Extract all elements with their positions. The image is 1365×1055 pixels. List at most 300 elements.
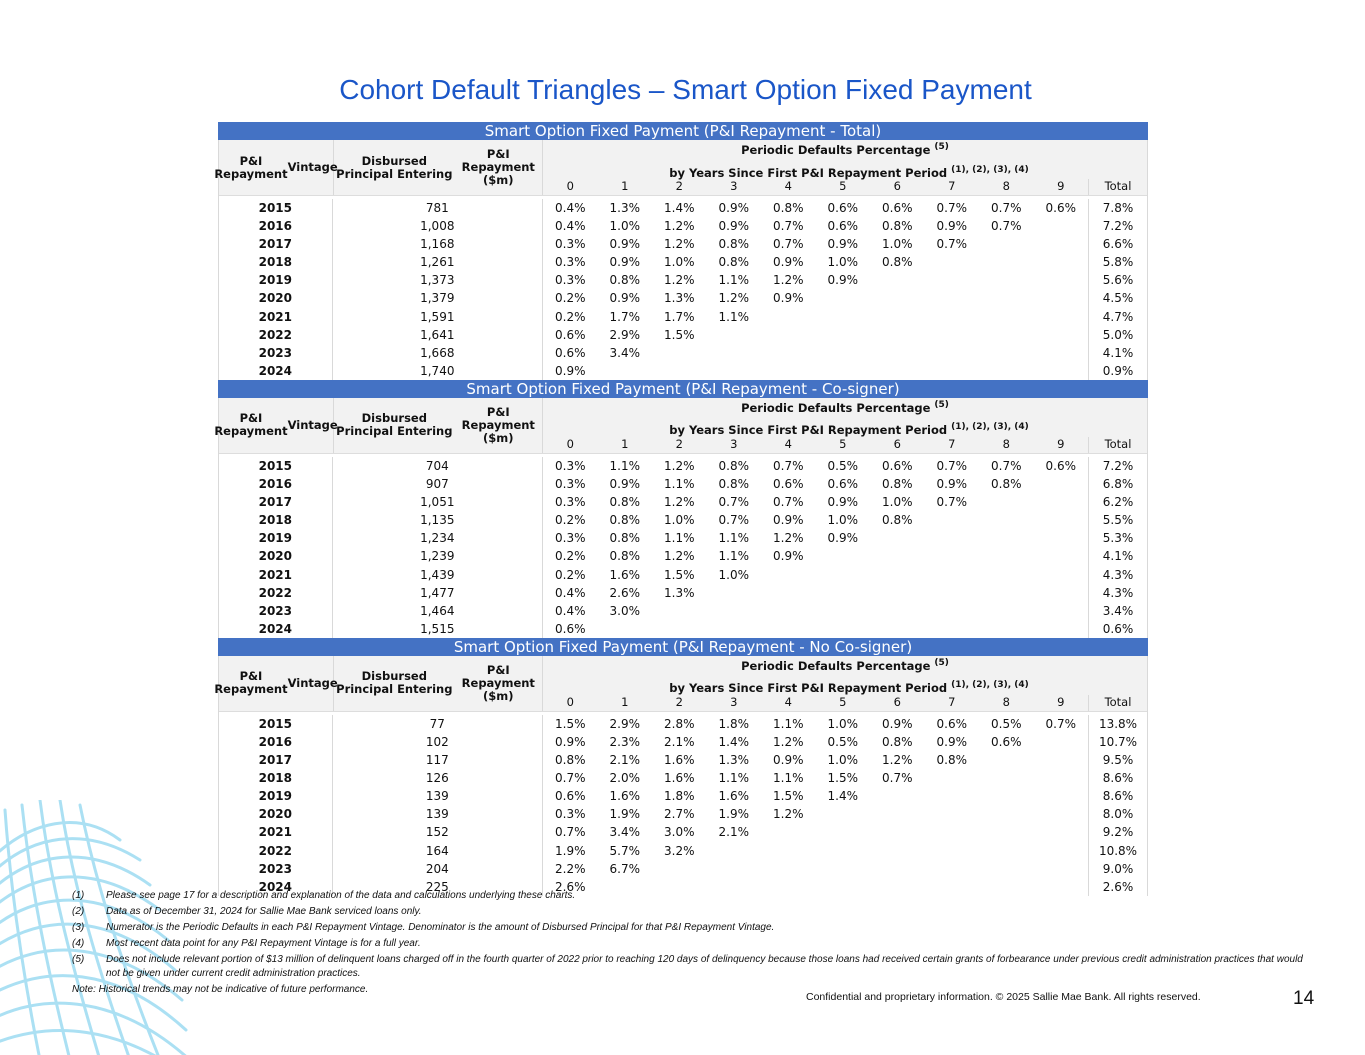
year-col-label: 2 [675, 179, 683, 193]
percent-cell: 3.4% [609, 345, 640, 360]
total-cell: 6.6% [1088, 235, 1147, 253]
percent-cell: 0.7% [991, 458, 1022, 473]
percent-cell: 1.6% [718, 789, 749, 804]
table-row [219, 842, 1147, 860]
periodic-defaults-label [741, 653, 949, 676]
table-row [219, 529, 1147, 547]
disbursed-header [334, 140, 543, 195]
periodic-header [543, 656, 1147, 711]
table-row [219, 344, 1147, 362]
percent-cell [761, 308, 816, 326]
periodic-header-titles [543, 656, 1147, 695]
vintage-header [214, 398, 338, 453]
percent-cell [979, 842, 1034, 860]
percent-cell: 1.1% [664, 531, 695, 546]
year-col-label: 2 [675, 436, 683, 451]
percent-cell: 0.8% [609, 273, 640, 288]
vintage-cell: 2023 [219, 860, 333, 878]
percent-cell [870, 787, 925, 805]
percent-cell: 0.8% [555, 753, 586, 768]
percent-cell [1034, 566, 1089, 584]
year-col-label: 3 [730, 179, 738, 193]
table-frame [214, 398, 1148, 638]
periodic-defaults-sup: (5) [934, 657, 949, 668]
percent-cell [707, 602, 762, 620]
percent-cell: 1.4% [664, 201, 695, 215]
percent-cells [543, 457, 1147, 475]
periodic-defaults-text: Periodic Defaults Percentage [741, 658, 935, 673]
disbursed-cell: 1,668 [333, 344, 543, 362]
disbursed-cell: 139 [333, 787, 543, 805]
percent-cells [543, 751, 1147, 769]
percent-cell [816, 620, 871, 638]
percent-cell: 6.7% [609, 861, 640, 876]
periodic-defaults-sup: (5) [934, 399, 949, 410]
percent-cell: 1.2% [773, 273, 804, 288]
percent-cell [979, 511, 1034, 529]
footnote-number: (4) [72, 938, 85, 949]
percent-cell: 0.3% [555, 495, 586, 510]
percent-cell [979, 584, 1034, 602]
percent-cell [925, 769, 980, 787]
disbursed-cell: 225 [333, 878, 543, 896]
vintage-header-line1: P&I Repayment [214, 669, 288, 697]
percent-cell: 0.9% [827, 531, 858, 546]
total-cell: 3.4% [1088, 602, 1147, 620]
percent-cell [1034, 805, 1089, 823]
percent-cell [1034, 842, 1089, 860]
footnote [72, 921, 1312, 935]
percent-cell [870, 529, 925, 547]
percent-cell [1034, 308, 1089, 326]
percent-cell: 0.9% [773, 291, 804, 306]
vintage-cell: 2020 [219, 805, 333, 823]
percent-cell: 0.9% [827, 237, 858, 252]
table-row [219, 584, 1147, 602]
year-col-label: 7 [948, 436, 956, 451]
percent-cell [1034, 620, 1089, 638]
percent-cell [870, 362, 925, 380]
footnote-number: (3) [72, 922, 85, 933]
percent-cell: 1.2% [664, 458, 695, 473]
percent-cell [1034, 475, 1089, 493]
percent-cell: 0.6% [555, 789, 586, 804]
percent-cell: 1.3% [609, 201, 640, 215]
percent-cell: 0.6% [827, 477, 858, 492]
table-row [219, 199, 1147, 217]
percent-cell: 0.5% [991, 716, 1022, 731]
disbursed-cell: 1,051 [333, 493, 543, 511]
percent-cell: 0.8% [882, 219, 913, 234]
percent-cell [870, 584, 925, 602]
total-cell: 10.7% [1088, 733, 1147, 751]
percent-cell [870, 860, 925, 878]
percent-cell [870, 344, 925, 362]
percent-cells [543, 217, 1147, 235]
percent-cell [707, 326, 762, 344]
percent-cell [1034, 787, 1089, 805]
percent-cell: 0.2% [555, 309, 586, 324]
percent-cell: 1.0% [609, 219, 640, 234]
disbursed-cell: 1,234 [333, 529, 543, 547]
percent-cell [925, 308, 980, 326]
vintage-cell: 2022 [219, 842, 333, 860]
total-cell: 5.6% [1088, 271, 1147, 289]
percent-cell [1034, 769, 1089, 787]
percent-cell: 0.9% [609, 477, 640, 492]
percent-cell: 1.2% [773, 531, 804, 546]
table-row [219, 805, 1147, 823]
percent-cell: 1.1% [718, 531, 749, 546]
percent-cells [543, 584, 1147, 602]
year-col-label: 0 [566, 436, 574, 451]
percent-cell [652, 620, 707, 638]
vintage-header-line2: Vintage [287, 417, 338, 432]
percent-cell: 0.6% [1045, 458, 1076, 473]
percent-cell: 1.2% [664, 273, 695, 288]
percent-cell: 1.9% [609, 807, 640, 822]
page-title: Cohort Default Triangles – Smart Option Fixed Payment [339, 74, 1032, 105]
percent-cell: 1.1% [718, 273, 749, 288]
table-row [219, 326, 1147, 344]
year-col-label: 6 [893, 436, 901, 451]
percent-cell: 1.2% [882, 753, 913, 768]
percent-cell: 2.2% [555, 861, 586, 876]
percent-cells [543, 602, 1147, 620]
percent-cell: 1.3% [664, 291, 695, 306]
percent-cells [543, 199, 1147, 217]
percent-cell: 2.6% [609, 585, 640, 600]
percent-cell [1034, 602, 1089, 620]
percent-cell: 0.9% [718, 219, 749, 234]
by-years-sup: (1), (2), (3), (4) [951, 164, 1029, 175]
percent-cell [979, 566, 1034, 584]
percent-cell [925, 566, 980, 584]
percent-cell [816, 842, 871, 860]
percent-cell: 0.9% [609, 237, 640, 252]
percent-cell [979, 620, 1034, 638]
year-col-label: 3 [730, 436, 738, 451]
total-col-label: Total [1088, 437, 1147, 453]
percent-cell [870, 566, 925, 584]
percent-cell: 1.8% [718, 716, 749, 731]
percent-cell [761, 602, 816, 620]
percent-cell: 0.7% [936, 237, 967, 252]
total-cell: 8.0% [1088, 805, 1147, 823]
percent-cells [543, 253, 1147, 271]
disbursed-cell: 152 [333, 823, 543, 841]
percent-cell [979, 529, 1034, 547]
percent-cell [925, 529, 980, 547]
percent-cell [1034, 751, 1089, 769]
percent-cells [543, 529, 1147, 547]
percent-cell [979, 805, 1034, 823]
percent-cell: 0.7% [773, 237, 804, 252]
percent-cell [979, 235, 1034, 253]
percent-cell: 0.6% [827, 201, 858, 215]
percent-cell [1034, 584, 1089, 602]
disbursed-header [334, 398, 543, 453]
percent-cell: 0.6% [555, 327, 586, 342]
total-cell: 4.3% [1088, 566, 1147, 584]
disbursed-cell: 1,135 [333, 511, 543, 529]
percent-cell [707, 620, 762, 638]
year-col-label: 5 [839, 436, 847, 451]
percent-cell: 2.3% [609, 734, 640, 749]
table-frame [214, 656, 1148, 896]
percent-cell: 0.6% [773, 477, 804, 492]
disbursed-cell: 1,379 [333, 289, 543, 307]
disbursed-header-line2: P&I Repayment ($m) [461, 147, 535, 187]
table-row [219, 751, 1147, 769]
total-cell: 6.2% [1088, 493, 1147, 511]
disbursed-cell: 1,515 [333, 620, 543, 638]
vintage-cell: 2024 [219, 620, 333, 638]
disbursed-cell: 1,464 [333, 602, 543, 620]
table-row [219, 823, 1147, 841]
percent-cell [761, 584, 816, 602]
page-number: 14 [1293, 988, 1315, 1009]
total-cell: 9.2% [1088, 823, 1147, 841]
by-years-sup: (1), (2), (3), (4) [951, 422, 1029, 433]
percent-cell [870, 842, 925, 860]
percent-cell: 1.6% [609, 789, 640, 804]
percent-cells [543, 271, 1147, 289]
percent-cell: 3.2% [664, 843, 695, 858]
percent-cell [925, 860, 980, 878]
vintage-cell: 2016 [219, 733, 333, 751]
percent-cell [816, 362, 871, 380]
periodic-header-titles [543, 398, 1147, 437]
vintage-cell: 2021 [219, 823, 333, 841]
percent-cell [761, 326, 816, 344]
percent-cell: 2.9% [609, 327, 640, 342]
vintage-header-line2: Vintage [287, 160, 338, 174]
table-frame [214, 140, 1148, 380]
percent-cell: 0.8% [609, 495, 640, 510]
table-row [219, 235, 1147, 253]
percent-cell [979, 769, 1034, 787]
table-row [219, 733, 1147, 751]
vintage-cell: 2024 [219, 878, 333, 896]
percent-cell: 1.9% [555, 843, 586, 858]
disbursed-cell: 1,641 [333, 326, 543, 344]
percent-cell: 0.9% [773, 549, 804, 564]
percent-cell: 0.4% [555, 219, 586, 234]
percent-cell [761, 566, 816, 584]
percent-cell: 0.6% [827, 219, 858, 234]
disbursed-cell: 204 [333, 860, 543, 878]
percent-cell: 0.8% [609, 531, 640, 546]
vintage-header-line1: P&I Repayment [214, 153, 288, 181]
percent-cell: 1.3% [664, 585, 695, 600]
table-row [219, 547, 1147, 565]
disbursed-header-line1: Disbursed Principal Entering [336, 669, 453, 697]
total-cell: 9.5% [1088, 751, 1147, 769]
vintage-cell: 2018 [219, 769, 333, 787]
percent-cell: 1.0% [882, 237, 913, 252]
percent-cell: 0.8% [991, 477, 1022, 492]
percent-cells [543, 362, 1147, 380]
percent-cell: 0.8% [882, 255, 913, 270]
percent-cell: 1.7% [609, 309, 640, 324]
table-row [219, 715, 1147, 733]
cohort-table [214, 379, 1148, 638]
percent-cell [925, 805, 980, 823]
percent-cell: 0.8% [773, 201, 804, 215]
table-row [219, 566, 1147, 584]
percent-cell: 0.7% [1045, 716, 1076, 731]
percent-cell: 1.3% [718, 753, 749, 768]
percent-cell: 1.1% [773, 716, 804, 731]
percent-cell: 1.6% [664, 753, 695, 768]
by-years-text: by Years Since First P&I Repayment Period [669, 423, 952, 438]
historical-trends-note: Note: Historical trends may not be indicative of future performance. [72, 984, 369, 995]
percent-cell: 0.8% [718, 458, 749, 473]
footnote-text: Most recent data point for any P&I Repayment Vintage is for a full year. [106, 938, 421, 949]
percent-cell [816, 602, 871, 620]
percent-cell: 0.3% [555, 273, 586, 288]
vintage-cell: 2021 [219, 308, 333, 326]
vintage-cell: 2018 [219, 511, 333, 529]
total-cell: 10.8% [1088, 842, 1147, 860]
percent-cell: 0.4% [555, 585, 586, 600]
percent-cell [1034, 289, 1089, 307]
percent-cells [543, 566, 1147, 584]
vintage-header [214, 656, 338, 711]
table-row [219, 769, 1147, 787]
year-col-label: 1 [621, 179, 629, 193]
percent-cell: 1.9% [718, 807, 749, 822]
table-row [219, 475, 1147, 493]
percent-cell [979, 823, 1034, 841]
percent-cell: 5.7% [609, 843, 640, 858]
percent-cells [543, 344, 1147, 362]
disbursed-cell: 781 [333, 199, 543, 217]
percent-cell: 1.1% [664, 477, 695, 492]
footnote-text: Numerator is the Periodic Defaults in each P&I Repayment Vintage. Denominator is the amount of Disbursed Principal for that P&I Repayment Vintage. [106, 922, 775, 933]
total-cell: 7.8% [1088, 199, 1147, 217]
footnote-number: (2) [72, 906, 85, 917]
percent-cell [979, 271, 1034, 289]
percent-cell [979, 602, 1034, 620]
percent-cell [925, 362, 980, 380]
percent-cell: 0.9% [609, 291, 640, 306]
periodic-defaults-text: Periodic Defaults Percentage [741, 142, 935, 157]
by-years-text: by Years Since First P&I Repayment Period [669, 681, 952, 696]
percent-cell: 0.3% [555, 807, 586, 822]
year-columns-header [543, 437, 1147, 453]
footnote [72, 937, 1312, 951]
percent-cell [870, 289, 925, 307]
footnote-text: Data as of December 31, 2024 for Sallie Mae Bank serviced loans only. [106, 906, 422, 917]
percent-cell [1034, 326, 1089, 344]
disbursed-header-line1: Disbursed Principal Entering [336, 411, 453, 439]
percent-cell [816, 308, 871, 326]
cohort-table [214, 637, 1148, 896]
total-cell: 8.6% [1088, 787, 1147, 805]
year-col-label: 4 [784, 179, 792, 193]
percent-cell: 1.1% [773, 771, 804, 786]
percent-cell: 0.8% [882, 477, 913, 492]
percent-cell [707, 584, 762, 602]
percent-cell: 0.9% [773, 513, 804, 528]
percent-cell: 0.7% [991, 201, 1022, 215]
percent-cell: 0.7% [718, 495, 749, 510]
percent-cell: 2.1% [609, 753, 640, 768]
periodic-defaults-label [741, 137, 949, 160]
percent-cell: 1.1% [718, 771, 749, 786]
percent-cell: 0.7% [991, 219, 1022, 234]
percent-cell [816, 584, 871, 602]
percent-cell: 1.2% [773, 807, 804, 822]
table-body [219, 199, 1147, 380]
percent-cell [1034, 344, 1089, 362]
footnote [72, 889, 1312, 903]
table-band-title: Smart Option Fixed Payment (P&I Repayment - No Co-signer) [218, 638, 1148, 656]
cohort-table [214, 122, 1148, 380]
year-col-label: 6 [893, 694, 901, 709]
percent-cell [979, 547, 1034, 565]
year-col-label: 4 [784, 436, 792, 451]
vintage-cell: 2019 [219, 787, 333, 805]
percent-cell [925, 253, 980, 271]
percent-cell [816, 344, 871, 362]
percent-cells [543, 787, 1147, 805]
percent-cell: 0.8% [609, 549, 640, 564]
percent-cell [979, 289, 1034, 307]
percent-cell: 1.8% [664, 789, 695, 804]
percent-cell: 0.9% [718, 201, 749, 215]
vintage-cell: 2022 [219, 584, 333, 602]
percent-cell [761, 362, 816, 380]
percent-cell [1034, 529, 1089, 547]
percent-cell: 0.4% [555, 201, 586, 215]
disbursed-header [334, 656, 543, 711]
year-col-label: 3 [730, 694, 738, 709]
percent-cell [816, 547, 871, 565]
percent-cell: 2.6% [555, 879, 586, 894]
percent-cell [1034, 362, 1089, 380]
footnote [72, 905, 1312, 919]
percent-cell [1034, 217, 1089, 235]
percent-cell [761, 860, 816, 878]
percent-cell [1034, 823, 1089, 841]
percent-cell: 1.2% [718, 291, 749, 306]
table-row [219, 362, 1147, 380]
percent-cell: 0.7% [718, 513, 749, 528]
disbursed-cell: 1,740 [333, 362, 543, 380]
table-row [219, 457, 1147, 475]
disbursed-cell: 139 [333, 805, 543, 823]
percent-cell [870, 823, 925, 841]
percent-cell [707, 860, 762, 878]
table-row [219, 620, 1147, 638]
percent-cells [543, 326, 1147, 344]
percent-cells [543, 842, 1147, 860]
percent-cell [925, 289, 980, 307]
periodic-header-titles [543, 140, 1147, 179]
percent-cell [652, 860, 707, 878]
disbursed-header-line2: P&I Repayment ($m) [461, 404, 535, 445]
table-header [214, 398, 1147, 454]
footnote-text: Please see page 17 for a description and explanation of the data and calculations underlying these charts. [106, 890, 576, 901]
disbursed-cell: 704 [333, 457, 543, 475]
percent-cell [652, 602, 707, 620]
year-col-label: 9 [1057, 179, 1065, 193]
percent-cells [543, 733, 1147, 751]
periodic-header [543, 140, 1147, 195]
